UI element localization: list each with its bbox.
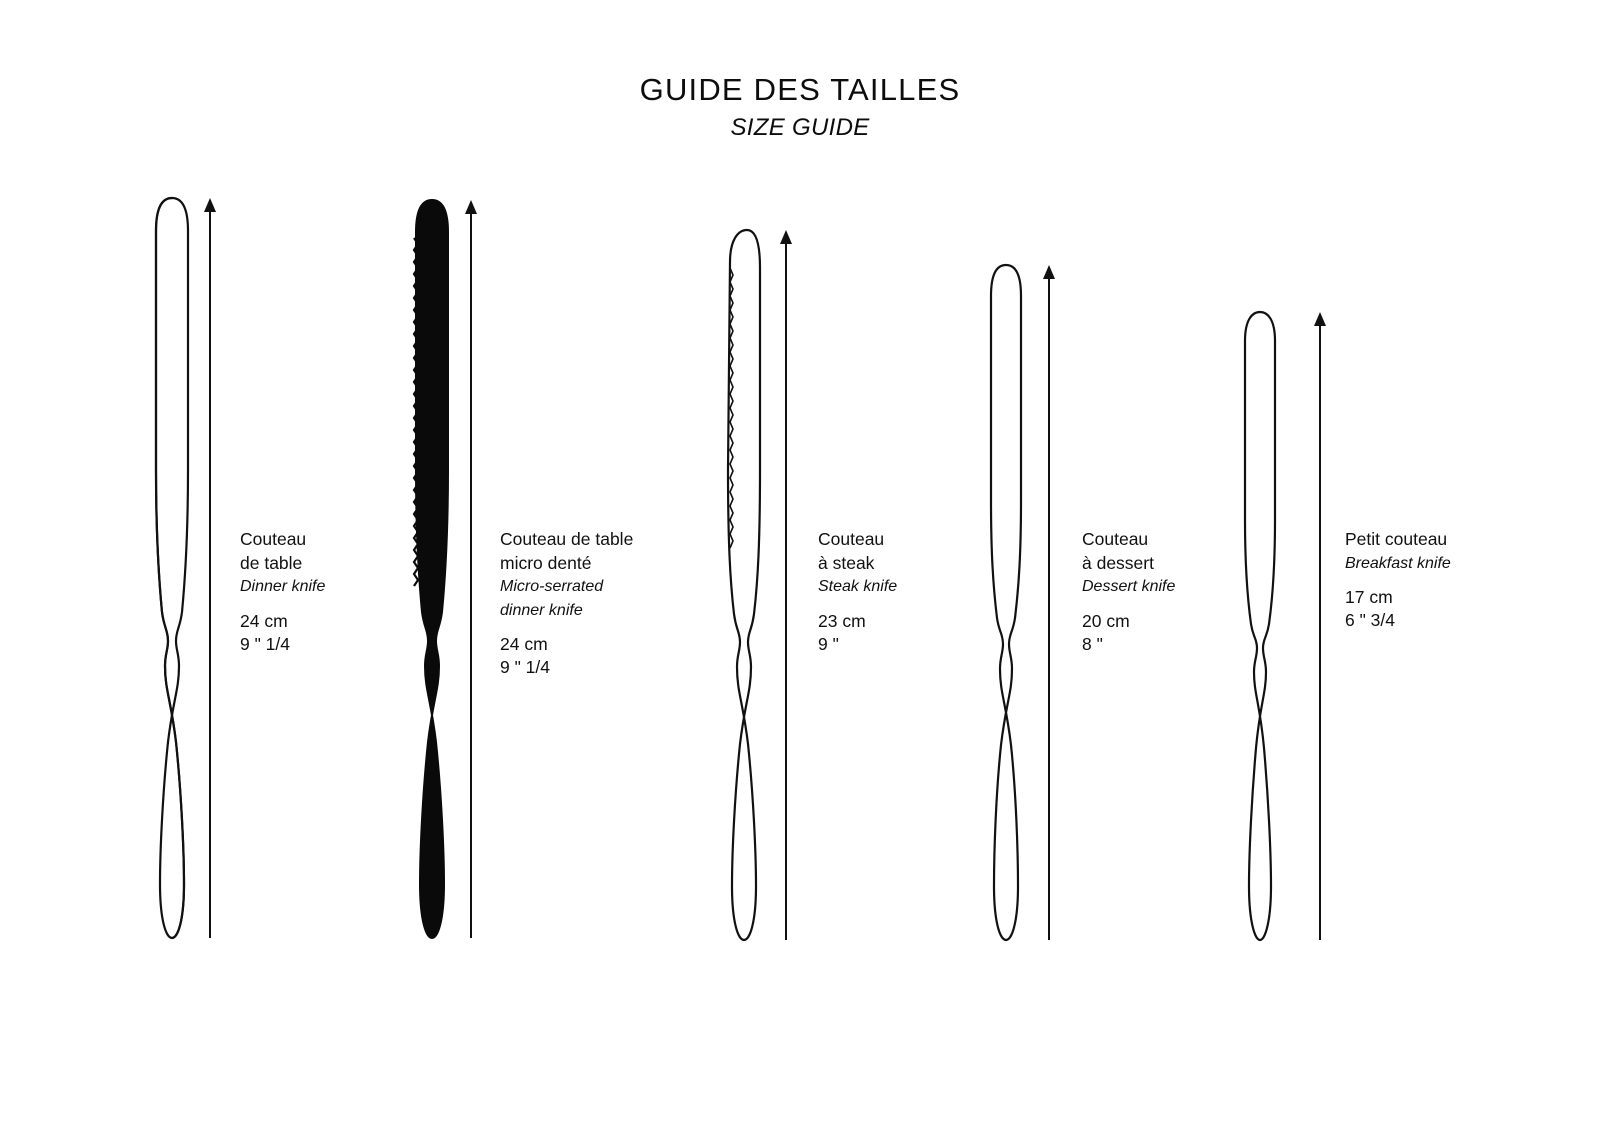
knife-item-steak [690,0,940,1125]
label-en-line-1: Dinner knife [240,578,326,595]
label-fr-line-1: Couteau [240,529,307,549]
label-size-imperial: 9 " 1/4 [240,633,290,654]
label-fr-line-1: Couteau [818,529,885,549]
label-fr-line-1: Couteau de table [500,529,634,549]
knife-item-dinner [110,0,360,1125]
knife-item-micro-serrated [368,0,634,1125]
page-title-fr: GUIDE DES TAILLES [639,72,961,107]
label-fr-line-2: micro denté [500,552,592,573]
knife-label-dinner [240,528,325,656]
label-size-metric: 17 cm [1345,587,1393,607]
label-size-imperial: 8 " [1082,633,1103,654]
knife-label-breakfast [1345,528,1451,632]
label-size-metric: 20 cm [1082,610,1130,631]
label-size-metric: 24 cm [500,634,548,654]
knife-label-micro-serrated [500,528,633,679]
label-size-metric: 24 cm [240,610,288,631]
steak-knife-icon [690,0,940,1125]
label-size-metric: 23 cm [818,610,866,631]
label-size-imperial: 9 " 1/4 [500,657,550,677]
page-title-en: SIZE GUIDE [730,114,870,141]
label-en-line-2: dinner knife [500,601,583,619]
label-en-line-1: Micro-serrated [500,578,604,595]
label-fr-line-2: à steak [818,552,875,573]
label-fr-line-2: de table [240,552,303,573]
label-en-line-1: Dessert knife [1082,578,1176,595]
label-en-line-1: Steak knife [818,578,898,595]
label-fr-line-1: Petit couteau [1345,529,1448,549]
knife-item-dessert [950,0,1200,1125]
label-fr-line-2: à dessert [1082,552,1154,573]
label-en-line-1: Breakfast knife [1345,554,1451,572]
label-size-imperial: 9 " [818,633,839,654]
knife-item-breakfast [1210,0,1510,1125]
knife-label-steak [818,528,897,656]
knife-label-dessert [1082,528,1175,656]
label-size-imperial: 6 " 3/4 [1345,610,1395,630]
label-fr-line-1: Couteau [1082,529,1149,549]
